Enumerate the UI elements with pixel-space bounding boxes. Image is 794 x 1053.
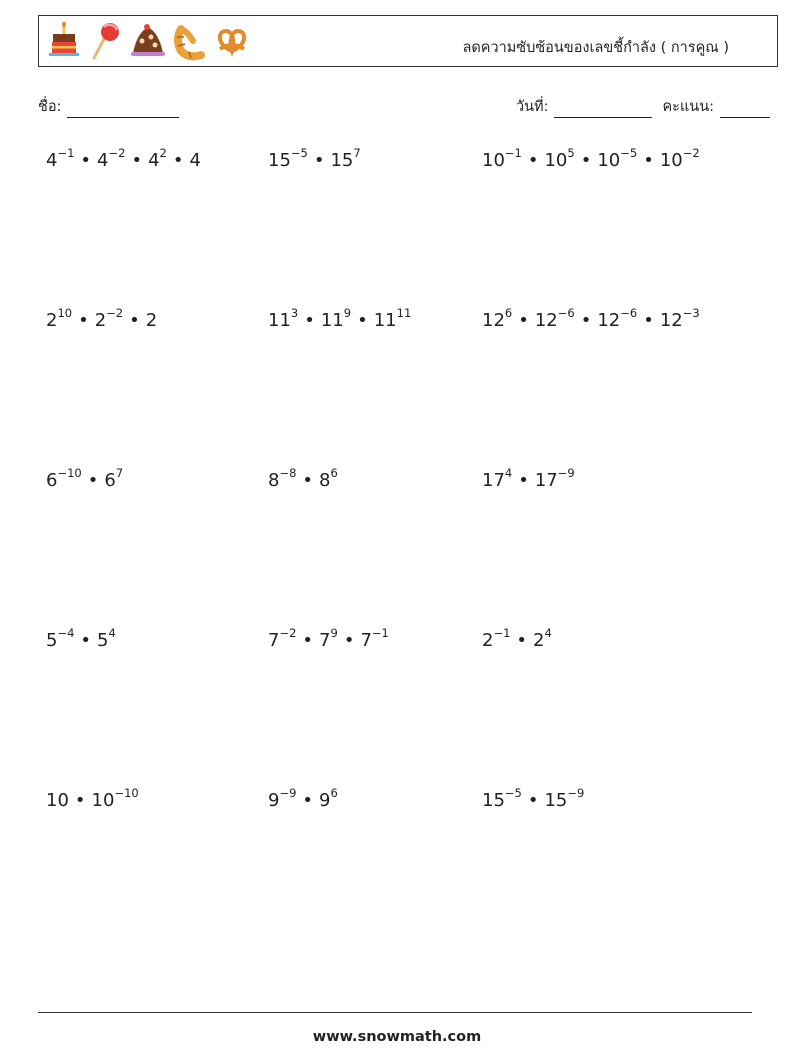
term-exponent: 4 <box>544 626 552 640</box>
term-exponent: −9 <box>557 466 575 480</box>
term-exponent: −6 <box>557 306 575 320</box>
term-base: 4 <box>46 150 58 171</box>
problem-6 <box>482 306 700 333</box>
multiply-dot: • <box>78 310 89 331</box>
term-exponent: −6 <box>620 306 638 320</box>
worksheet-header <box>38 15 778 67</box>
term-base: 12 <box>659 310 683 331</box>
problem-5 <box>268 306 412 333</box>
problem-8 <box>268 466 338 493</box>
chocolate-cake-icon <box>129 21 167 61</box>
multiply-dot: • <box>527 150 539 171</box>
croissant-icon <box>171 21 209 61</box>
term-exponent: −10 <box>114 786 139 800</box>
term-exponent: −9 <box>279 786 297 800</box>
term-exponent: 4 <box>108 626 116 640</box>
term-base: 17 <box>534 470 558 491</box>
term-base: 11 <box>373 310 397 331</box>
multiply-dot: • <box>580 150 592 171</box>
term-base: 10 <box>91 790 115 811</box>
term-exponent: 9 <box>343 306 352 320</box>
term-exponent: 6 <box>330 466 338 480</box>
score-blank[interactable] <box>720 101 770 118</box>
term-base: 12 <box>534 310 558 331</box>
problem-15 <box>482 786 585 813</box>
term-exponent: −2 <box>279 626 297 640</box>
term-base: 8 <box>268 470 280 491</box>
multiply-dot: • <box>304 310 315 331</box>
term-exponent: 4 <box>504 466 513 480</box>
multiply-dot: • <box>518 310 529 331</box>
multiply-dot: • <box>87 470 99 491</box>
multiply-dot: • <box>302 790 314 811</box>
score-label: คะแนน: <box>662 99 714 115</box>
term-base: 7 <box>319 630 331 651</box>
multiply-dot: • <box>80 630 92 651</box>
term-base: 10 <box>544 150 568 171</box>
multiply-dot: • <box>80 150 92 171</box>
name-field <box>38 95 179 118</box>
problem-14 <box>268 786 338 813</box>
term-base: 10 <box>659 150 683 171</box>
problem-1 <box>46 146 201 173</box>
footer-divider <box>38 1012 752 1013</box>
term-base: 7 <box>268 630 280 651</box>
term-exponent: −9 <box>567 786 585 800</box>
term-base: 2 <box>482 630 494 651</box>
header-icons <box>45 21 251 61</box>
name-blank[interactable] <box>67 101 179 118</box>
term-exponent: −2 <box>108 146 126 160</box>
term-exponent: 5 <box>567 146 575 160</box>
problem-11 <box>268 626 389 653</box>
term-exponent: −1 <box>371 626 389 640</box>
multiply-dot: • <box>643 150 654 171</box>
multiply-dot: • <box>302 630 314 651</box>
term-exponent: 6 <box>504 306 513 320</box>
term-base: 9 <box>319 790 331 811</box>
term-exponent: 3 <box>290 306 299 320</box>
term-exponent: 7 <box>353 146 361 160</box>
term-base: 2 <box>94 310 107 331</box>
multiply-dot: • <box>357 310 368 331</box>
term-exponent: 11 <box>396 306 412 320</box>
multiply-dot: • <box>129 310 140 331</box>
birthday-cake-icon <box>45 21 83 61</box>
term-base: 15 <box>268 150 291 171</box>
term-exponent: 9 <box>330 626 338 640</box>
multiply-dot: • <box>643 310 654 331</box>
problem-12 <box>482 626 552 653</box>
term-base: 2 <box>46 310 58 331</box>
term-exponent: −1 <box>493 626 511 640</box>
worksheet-title: ลดความซับซ้อนของเลขชี้กำลัง ( การคูณ ) <box>462 40 729 56</box>
term-base: 11 <box>320 310 344 331</box>
term-base: 6 <box>46 470 58 491</box>
term-base: 6 <box>104 470 116 491</box>
multiply-dot: • <box>74 790 86 811</box>
problem-7 <box>46 466 124 493</box>
term-exponent: 10 <box>57 306 73 320</box>
term-exponent: −8 <box>279 466 297 480</box>
multiply-dot: • <box>518 470 529 491</box>
term-base: 5 <box>97 630 109 651</box>
date-label: วันที่: <box>515 99 549 115</box>
term-exponent: −4 <box>57 626 75 640</box>
problem-3 <box>482 146 700 173</box>
term-exponent: −5 <box>620 146 638 160</box>
problem-9 <box>482 466 575 493</box>
term-exponent: 6 <box>330 786 338 800</box>
term-base: 15 <box>482 790 505 811</box>
term-base: 8 <box>319 470 331 491</box>
multiply-dot: • <box>343 630 355 651</box>
term-exponent: −10 <box>57 466 82 480</box>
term-exponent: 7 <box>115 466 124 480</box>
multiply-dot: • <box>313 150 325 171</box>
term-base: 5 <box>46 630 58 651</box>
multiply-dot: • <box>302 470 314 491</box>
term-exponent: 2 <box>159 146 167 160</box>
term-base: 7 <box>360 630 372 651</box>
multiply-dot: • <box>527 790 539 811</box>
term-base: 2 <box>145 310 158 331</box>
term-base: 4 <box>97 150 109 171</box>
multiply-dot: • <box>131 150 143 171</box>
term-base: 17 <box>482 470 505 491</box>
footer-url: www.snowmath.com <box>312 1029 482 1045</box>
term-base: 10 <box>597 150 621 171</box>
multiply-dot: • <box>516 630 528 651</box>
multiply-dot: • <box>580 310 592 331</box>
problem-13 <box>46 786 139 813</box>
term-exponent: −3 <box>682 306 700 320</box>
problem-10 <box>46 626 116 653</box>
term-exponent: −5 <box>504 786 522 800</box>
term-base: 15 <box>544 790 568 811</box>
term-exponent: −2 <box>682 146 700 160</box>
date-blank[interactable] <box>554 101 652 118</box>
term-base: 4 <box>189 150 201 171</box>
term-base: 10 <box>46 790 69 811</box>
problem-2 <box>268 146 361 173</box>
lollipop-icon <box>87 21 125 61</box>
problem-4 <box>46 306 158 333</box>
name-label: ชื่อ: <box>38 99 62 115</box>
term-base: 10 <box>482 150 505 171</box>
term-base: 12 <box>597 310 621 331</box>
term-base: 15 <box>330 150 354 171</box>
term-base: 12 <box>482 310 505 331</box>
term-base: 4 <box>148 150 160 171</box>
date-score-fields <box>516 95 770 118</box>
term-exponent: −2 <box>106 306 124 320</box>
multiply-dot: • <box>172 150 184 171</box>
term-base: 11 <box>268 310 291 331</box>
pretzel-icon <box>213 21 251 61</box>
term-base: 9 <box>268 790 280 811</box>
term-exponent: −1 <box>504 146 522 160</box>
term-exponent: −5 <box>290 146 308 160</box>
term-base: 2 <box>533 630 545 651</box>
term-exponent: −1 <box>57 146 75 160</box>
